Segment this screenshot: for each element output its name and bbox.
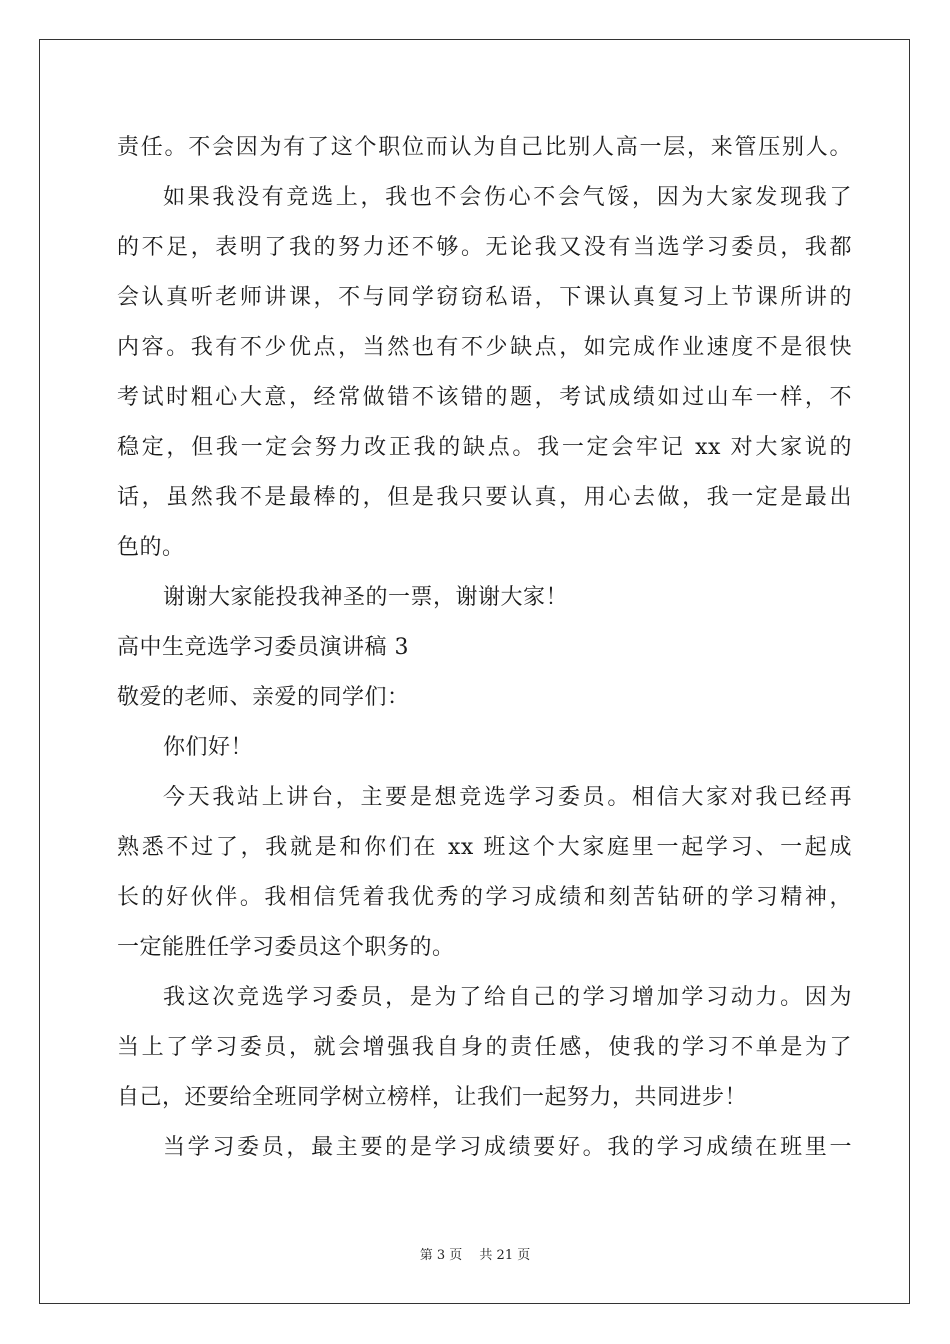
text-line: 我这次竞选学习委员，是为了给自己的学习增加学习动力。因为 <box>163 985 852 1010</box>
text-line: 自己，还要给全班同学树立榜样，让我们一起努力，共同进步！ <box>117 1085 748 1110</box>
text-line: 当学习委员，最主要的是学习成绩要好。我的学习成绩在班里一 <box>163 1135 852 1160</box>
page-number: 第 3 页 共 21 页 <box>419 1248 531 1263</box>
text-line: 如果我没有竞选上，我也不会伤心不会气馁，因为大家发现我了 <box>163 185 852 210</box>
text-line: 当上了学习委员，就会增强我自身的责任感，使我的学习不单是为了 <box>117 1035 852 1060</box>
section-heading: 高中生竞选学习委员演讲稿 3 <box>117 635 409 660</box>
document-body <box>117 126 852 1176</box>
text-line: 色的。 <box>117 535 185 560</box>
text-line: 熟悉不过了，我就是和你们在 xx 班这个大家庭里一起学习、一起成 <box>117 835 852 860</box>
text-line: 今天我站上讲台，主要是想竞选学习委员。相信大家对我已经再 <box>163 785 852 810</box>
text-line: 谢谢大家能投我神圣的一票，谢谢大家！ <box>163 585 569 610</box>
greeting: 你们好！ <box>163 735 254 760</box>
text-line: 长的好伙伴。我相信凭着我优秀的学习成绩和刻苦钻研的学习精神， <box>117 885 852 910</box>
salutation: 敬爱的老师、亲爱的同学们： <box>117 685 410 710</box>
text-line: 责任。不会因为有了这个职位而认为自己比别人高一层，来管压别人。 <box>117 135 852 160</box>
text-line: 考试时粗心大意，经常做错不该错的题，考试成绩如过山车一样，不 <box>117 385 852 410</box>
text-line: 会认真听老师讲课，不与同学窃窃私语，下课认真复习上节课所讲的 <box>117 285 852 310</box>
text-line: 话，虽然我不是最棒的，但是我只要认真，用心去做，我一定是最出 <box>117 485 852 510</box>
text-line: 一定能胜任学习委员这个职务的。 <box>117 935 455 960</box>
text-line: 稳定，但我一定会努力改正我的缺点。我一定会牢记 xx 对大家说的 <box>117 435 852 460</box>
text-line: 内容。我有不少优点，当然也有不少缺点，如完成作业速度不是很快 <box>117 335 852 360</box>
text-line: 的不足，表明了我的努力还不够。无论我又没有当选学习委员，我都 <box>117 235 852 260</box>
